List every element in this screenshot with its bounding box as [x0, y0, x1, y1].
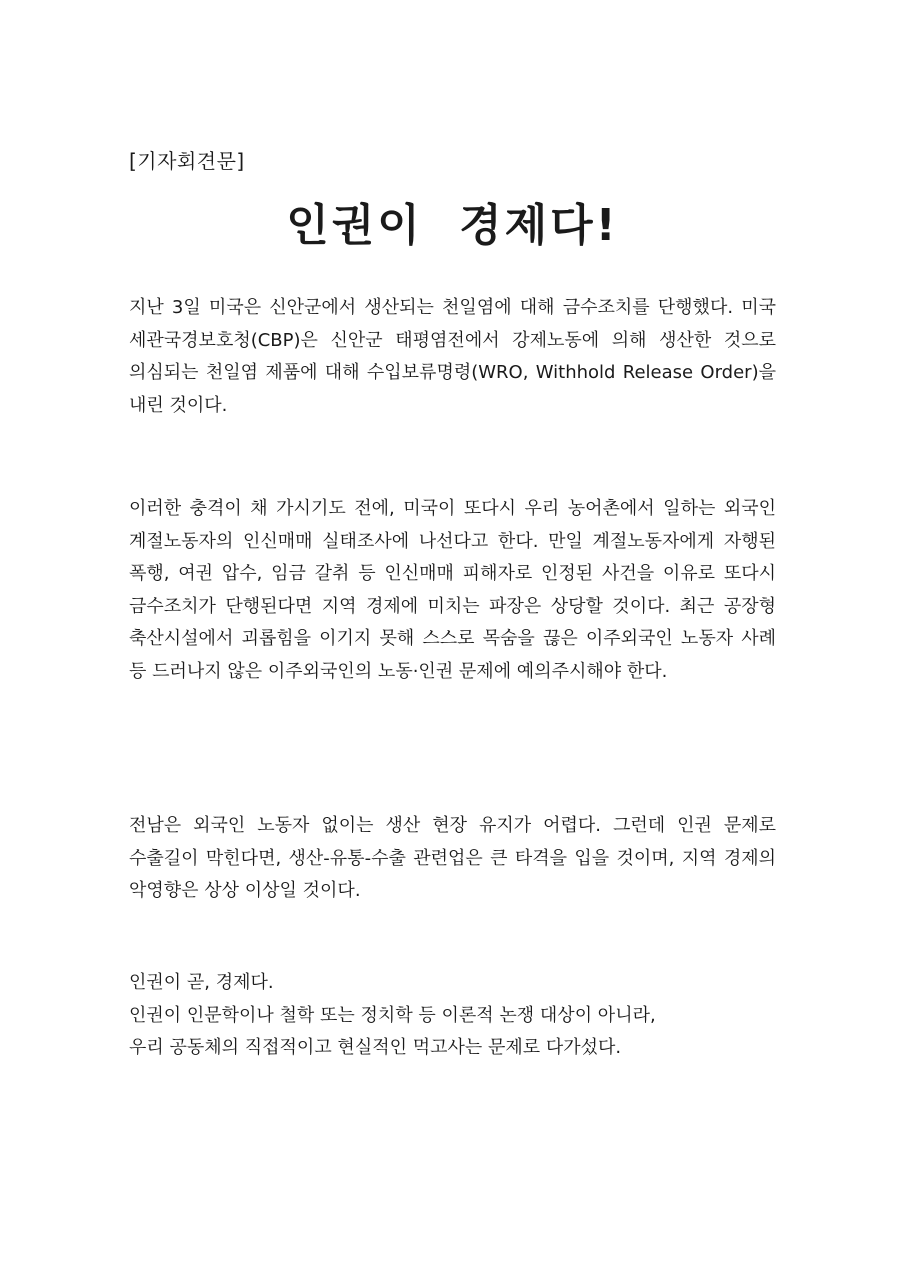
- closing-line: 인권이 곧, 경제다.: [129, 972, 274, 993]
- closing-statement: [129, 967, 829, 1065]
- body-paragraph: 전남은 외국인 노동자 없이는 생산 현장 유지가 어렵다. 그런데 인권 문제로 수출길이 막힌다면, 생산-유통-수출 관련업은 큰 타격을 입을 것이며, 지역 경제의 악영향은 상상 이상일 것이다.: [129, 815, 776, 901]
- document-label: [기자회견문]: [129, 149, 245, 173]
- document-title: 인권이 경제다!: [286, 200, 619, 251]
- body-paragraph: 이러한 충격이 채 가시기도 전에, 미국이 또다시 우리 농어촌에서 일하는 외국인 계절노동자의 인신매매 실태조사에 나선다고 한다. 만일 계절노동자에게 자행된 폭행, 여권 압수, 임금 갈취 등 인신매매 피해자로 인정된 사건을 이유로 또다시 금수조치가 단행된다면 지역 경제에 미치는 파장은 상당할 것이다. 최근 공장형 축산시설에서 괴롭힘을 이기지 못해 스스로 목숨을 끊은 이주외국인 노동자 사례 등 드러나지 않은 이주외국인의 노동·인권 문제에 예의주시해야 한다.: [129, 498, 776, 682]
- body-paragraph: 지난 3일 미국은 신안군에서 생산되는 천일염에 대해 금수조치를 단행했다. 미국 세관국경보호청(CBP)은 신안군 태평염전에서 강제노동에 의해 생산한 것으로 의심되는 천일염 제품에 대해 수입보류명령(WRO, Withhold Release Order)을 내린 것이다.: [129, 297, 776, 416]
- closing-line: 우리 공동체의 직접적이고 현실적인 먹고사는 문제로 다가섰다.: [129, 1037, 622, 1058]
- closing-line: 인권이 인문학이나 철학 또는 정치학 등 이론적 논쟁 대상이 아니라,: [129, 1004, 656, 1026]
